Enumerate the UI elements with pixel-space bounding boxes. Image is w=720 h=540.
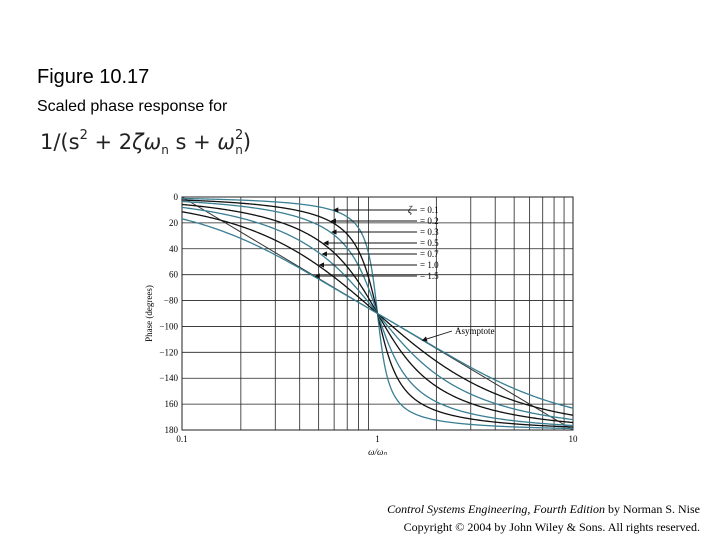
credit-book-title: Control Systems Engineering, Fourth Edition (387, 502, 605, 516)
zeta-label-0-2: = 0.2 (420, 216, 439, 226)
formula-prefix: 1/(s (40, 130, 80, 154)
credit-copyright: Copyright © 2004 by John Wiley & Sons. All rights reserved. (403, 520, 700, 534)
asymptote-arrow (423, 331, 452, 340)
x-tick-label: 1 (375, 434, 380, 444)
y-tick-label: 180 (164, 425, 178, 435)
formula-sub1: n (161, 143, 169, 157)
formula-plus1: + 2 (87, 130, 133, 154)
y-tick-label: −140 (159, 373, 178, 384)
formula-zeta: ζ (132, 130, 144, 154)
formula-s-part: s + (168, 130, 218, 154)
credit-author: by Norman S. Nise (605, 502, 700, 516)
y-tick-label: 160 (164, 399, 178, 410)
y-tick-label: −80 (163, 295, 178, 306)
zeta-label-0-1: = 0.1 (420, 205, 439, 215)
formula-exp2: 2 (234, 128, 244, 143)
x-tick-label: 10 (568, 434, 578, 444)
y-tick-label: −120 (159, 347, 178, 358)
y-tick-label: −100 (159, 321, 178, 332)
figure-title: Figure 10.17 (37, 66, 150, 88)
zeta-label-0-3: = 0.3 (420, 227, 439, 237)
zeta-label-1-5: = 1.5 (420, 271, 439, 281)
x-tick-label: 0.1 (176, 434, 188, 444)
y-tick-label: 20 (169, 217, 178, 228)
zeta-label-0-7: = 0.7 (420, 249, 439, 259)
y-tick-label: 40 (169, 243, 178, 254)
formula-exp1: 2 (79, 128, 88, 143)
y-tick-label: 60 (169, 269, 178, 280)
formula-omega2: ω (217, 130, 235, 154)
credit-line-1 (387, 500, 700, 518)
y-axis-label: Phase (degrees) (144, 285, 154, 342)
asymptote-label: Asymptote (455, 326, 495, 336)
y-tick-label: 0 (173, 192, 178, 202)
formula-sub2: n (235, 143, 243, 157)
zeta-label-0-5: = 0.5 (420, 238, 439, 248)
x-axis-label: ω/ωₙ (368, 447, 387, 457)
formula-suffix: ) (242, 130, 252, 154)
formula-omega1: ω (143, 130, 162, 154)
zeta-label-1-0: = 1.0 (420, 260, 439, 270)
zeta-symbol-label: ζ (408, 205, 413, 216)
figure-subtitle: Scaled phase response for (37, 98, 228, 115)
credit-footer (387, 500, 700, 536)
